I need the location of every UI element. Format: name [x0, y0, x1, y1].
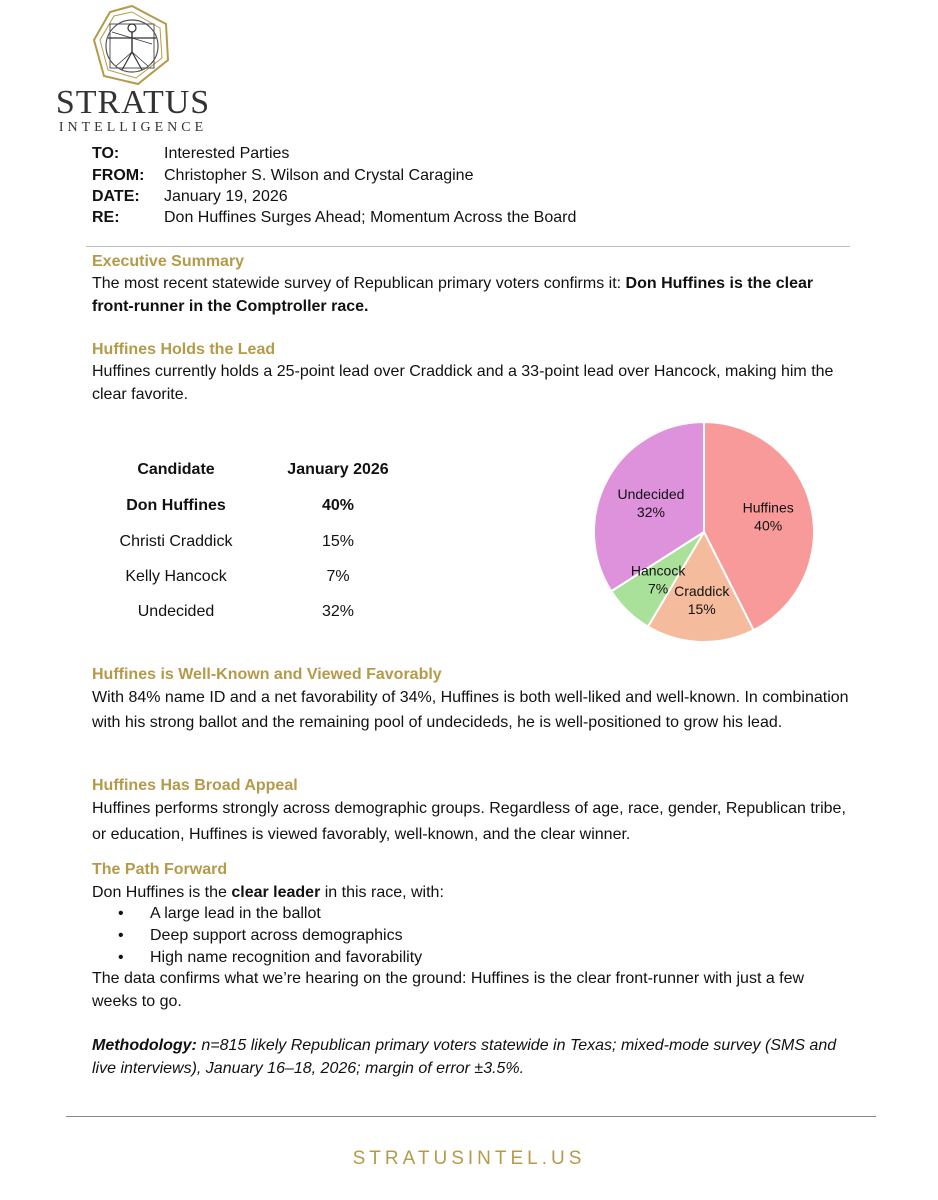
memo-to-label: TO: — [92, 145, 120, 162]
path-intro-post: in this race, with: — [320, 884, 444, 901]
broad-appeal-text: Huffines performs strongly across demographic groups. Regardless of age, race, gender, Republican tribe, or education, Huffines is viewed favorably, well-known, and the clear winner. — [92, 800, 846, 843]
methodology-text: n=815 likely Republican primary voters statewide in Texas; mixed-mode survey (SMS and live interviews), January 16–18, 2026; margin of error ±3.5%. — [92, 1037, 837, 1077]
ballot-pie-chart — [592, 420, 816, 644]
bullet-icon: • — [118, 905, 124, 922]
table-row-candidate: Don Huffines — [126, 497, 226, 514]
footer-divider — [66, 1116, 876, 1117]
memo-from-value: Christopher S. Wilson and Crystal Caragine — [164, 167, 474, 184]
path-forward-heading: The Path Forward — [92, 861, 228, 878]
bullet-icon: • — [118, 927, 124, 944]
path-intro-bold: clear leader — [231, 884, 321, 901]
path-forward-intro — [92, 881, 852, 904]
well-known-text: With 84% name ID and a net favorability of 34%, Huffines is both well-liked and well-known. In combination with his strong ballot and the remaining pool of undecideds, he is well-positioned to grow his lead. — [92, 689, 849, 731]
table-row-candidate: Undecided — [137, 603, 215, 620]
executive-summary-emphasis: Don Huffines is the clear front-runner in the Comptroller race. — [92, 275, 814, 315]
header-divider — [86, 246, 850, 247]
pie-label-undecided: Undecided 32% — [617, 485, 685, 520]
methodology-label: Methodology: — [92, 1037, 197, 1054]
executive-summary-heading: Executive Summary — [92, 253, 245, 270]
executive-summary-body: The most recent statewide survey of Republican primary voters confirms it: — [92, 275, 626, 292]
path-forward-closing: The data confirms what we’re hearing on the ground: Huffines is the clear front-runner with just a few weeks to go. — [92, 970, 805, 1010]
memo-date-label: DATE: — [92, 188, 140, 205]
table-header-january-2026: January 2026 — [287, 461, 389, 478]
logo-subtitle: INTELLIGENCE — [58, 120, 208, 135]
pie-label-craddick: Craddick 15% — [674, 583, 730, 618]
table-row-candidate: Kelly Hancock — [125, 568, 227, 585]
well-known-heading: Huffines is Well-Known and Viewed Favorably — [92, 666, 442, 683]
memo-re-label: RE: — [92, 209, 120, 226]
bullet-text: High name recognition and favorability — [150, 949, 423, 966]
table-header-candidate: Candidate — [137, 461, 215, 478]
logo-wordmark: STRATUS — [55, 84, 211, 121]
stratus-logo-icon — [88, 4, 176, 86]
holds-lead-heading: Huffines Holds the Lead — [92, 341, 276, 358]
bullet-text: Deep support across demographics — [150, 927, 403, 944]
table-row-value: 40% — [321, 497, 355, 514]
pie-label-hancock: Hancock 7% — [630, 562, 686, 597]
pie-label-huffines: Huffines 40% — [742, 499, 794, 534]
table-row-value: 7% — [326, 568, 350, 585]
table-row-value: 15% — [321, 533, 355, 550]
broad-appeal-heading: Huffines Has Broad Appeal — [92, 777, 298, 794]
memo-re-value: Don Huffines Surges Ahead; Momentum Across the Board — [164, 209, 577, 226]
memo-to-value: Interested Parties — [164, 145, 290, 162]
executive-summary-text — [92, 272, 852, 318]
bullet-icon: • — [118, 949, 124, 966]
memo-date-value: January 19, 2026 — [164, 188, 288, 205]
memo-from-label: FROM: — [92, 167, 145, 184]
holds-lead-text: Huffines currently holds a 25-point lead over Craddick and a 33-point lead over Hancock, making him the clear favorite. — [92, 363, 834, 403]
table-row-value: 32% — [321, 603, 355, 620]
footer-website-link[interactable]: STRATUSINTEL.US — [352, 1148, 586, 1169]
path-intro-pre: Don Huffines is the — [92, 884, 232, 901]
bullet-text: A large lead in the ballot — [150, 905, 321, 922]
table-row-candidate: Christi Craddick — [119, 533, 233, 550]
methodology-note — [92, 1034, 852, 1080]
